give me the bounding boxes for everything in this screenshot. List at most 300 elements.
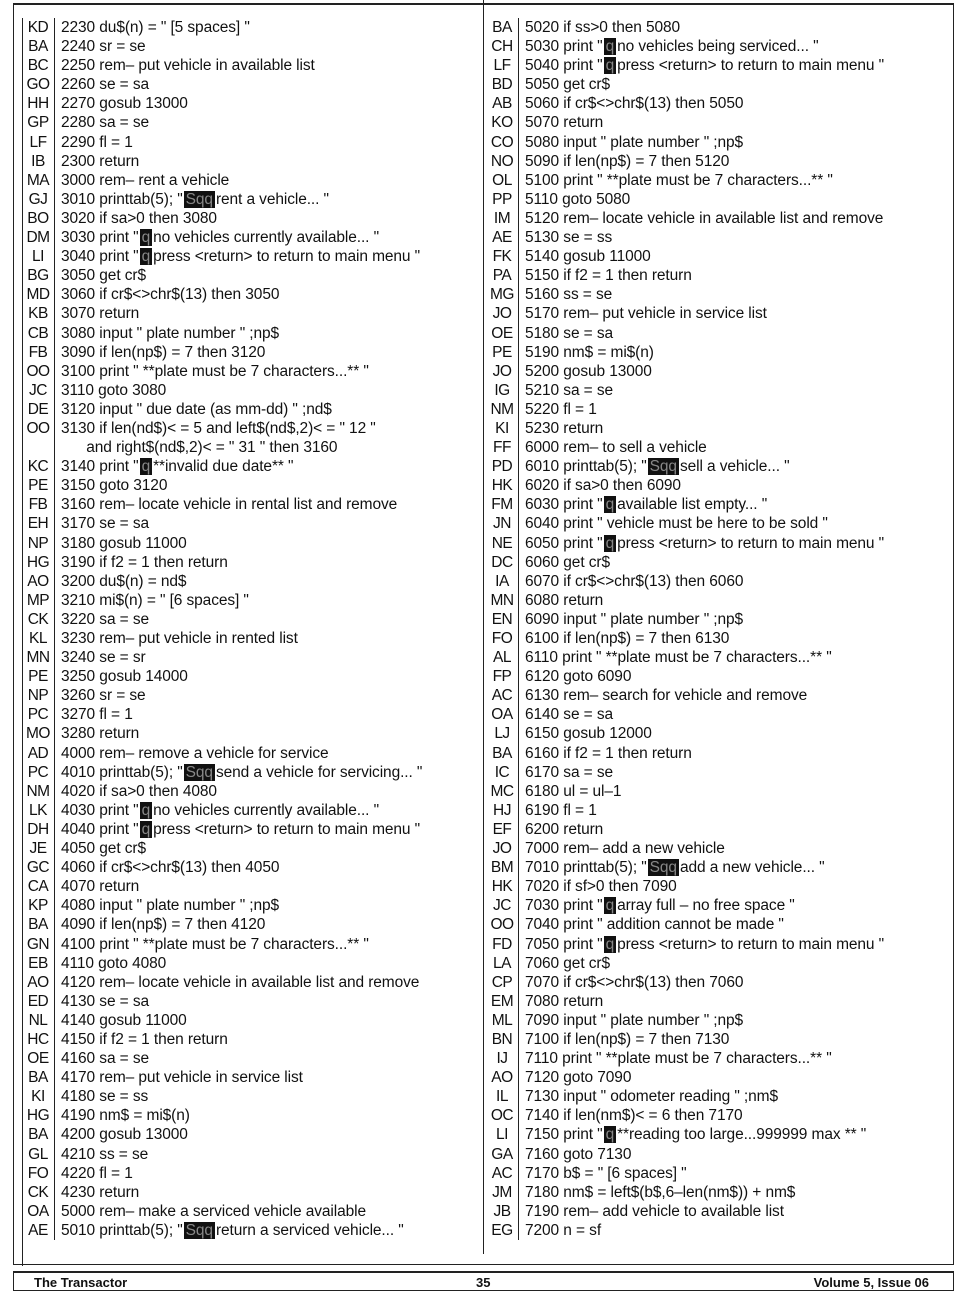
checksum: JO (492, 840, 512, 858)
code-line (22, 133, 480, 152)
code-line (22, 457, 480, 476)
code-segment: 3040 print " (61, 248, 139, 266)
code-line (486, 1145, 952, 1164)
code-text (525, 1030, 729, 1049)
code-text (61, 133, 133, 152)
code-segment: 4120 rem– locate vehicle in available list and remove (61, 973, 420, 991)
checksum: DM (26, 229, 50, 247)
code-line (22, 591, 480, 610)
checksum-divider (54, 1087, 55, 1106)
code-line (486, 610, 952, 629)
checksum: NM (26, 782, 50, 800)
code-text (61, 37, 146, 56)
code-text (525, 37, 819, 56)
code-segment: 5020 if ss>0 then 5080 (525, 19, 681, 36)
code-segment: press <return> to return to main menu " (153, 820, 421, 838)
code-segment: 6090 input " plate number " ;np$ (525, 610, 744, 628)
code-line (22, 667, 480, 686)
checksum-divider (54, 1030, 55, 1049)
code-segment: 7170 b$ = " [6 spaces] " (525, 1164, 687, 1182)
code-segment: 6130 rem– search for vehicle and remove (525, 687, 808, 705)
reverse-video-control-chars: Sqq (649, 458, 677, 476)
code-line (486, 1164, 952, 1183)
checksum: NE (491, 534, 513, 552)
code-text (525, 400, 597, 419)
code-line (486, 1049, 952, 1068)
code-text (61, 1011, 187, 1030)
code-segment: 4060 if cr$<>chr$(13) then 4050 (61, 859, 280, 877)
code-segment: 3050 get cr$ (61, 267, 146, 285)
code-segment: press <return> to return to main menu " (153, 248, 421, 266)
checksum: BA (28, 1069, 48, 1087)
checksum-divider (518, 667, 519, 686)
checksum-divider (54, 877, 55, 896)
code-segment: 6150 gosub 12000 (525, 725, 652, 743)
checksum: AE (28, 1221, 48, 1239)
code-line (22, 1164, 480, 1183)
code-line (22, 18, 480, 37)
code-text (525, 954, 610, 973)
code-line (22, 1202, 480, 1221)
code-line (486, 18, 952, 37)
checksum: IL (496, 1088, 508, 1106)
checksum-divider (54, 476, 55, 495)
checksum: CK (27, 610, 49, 628)
code-text (61, 954, 166, 973)
code-line (22, 954, 480, 973)
checksum: MD (26, 286, 50, 304)
checksum-divider (518, 381, 519, 400)
code-segment: 7130 input " odometer reading " ;nm$ (525, 1088, 778, 1106)
listing-column-right (486, 18, 952, 1240)
checksum-divider (518, 763, 519, 782)
checksum: GP (27, 114, 49, 132)
code-line (486, 763, 952, 782)
code-line (486, 1030, 952, 1049)
checksum-divider (518, 839, 519, 858)
checksum: AO (27, 973, 49, 991)
code-text (61, 1087, 148, 1106)
code-segment: 6080 return (525, 591, 604, 609)
code-line (22, 266, 480, 285)
code-text (525, 304, 767, 323)
code-text (61, 419, 376, 438)
code-text (525, 801, 597, 820)
checksum-divider (54, 648, 55, 667)
code-segment: 4100 print " **plate must be 7 characters...** " (61, 935, 369, 953)
checksum: PE (28, 668, 48, 686)
code-line (486, 514, 952, 533)
checksum-divider (518, 285, 519, 304)
checksum: BA (28, 1126, 48, 1144)
checksum: OO (490, 916, 514, 934)
code-segment: 5200 gosub 13000 (525, 362, 652, 380)
code-text (525, 744, 692, 763)
code-line (486, 37, 952, 56)
code-line (486, 171, 952, 190)
code-text (525, 534, 884, 553)
checksum: PC (27, 706, 49, 724)
code-text (525, 18, 680, 37)
checksum: IB (31, 152, 45, 170)
code-line (486, 476, 952, 495)
checksum: EB (28, 954, 48, 972)
code-segment: 4220 fl = 1 (61, 1164, 133, 1182)
checksum: NP (27, 687, 49, 705)
code-segment: sell a vehicle... " (679, 458, 790, 476)
checksum: KC (27, 458, 49, 476)
code-segment: 4190 nm$ = mi$(n) (61, 1107, 190, 1125)
code-text (525, 973, 743, 992)
checksum-divider (54, 419, 55, 438)
checksum-divider (54, 209, 55, 228)
code-segment: 6170 sa = se (525, 763, 613, 781)
code-line (22, 209, 480, 228)
code-segment: 5040 print " (525, 57, 603, 75)
code-line (22, 724, 480, 743)
checksum: NM (490, 400, 514, 418)
checksum-divider (54, 362, 55, 381)
checksum-divider (518, 591, 519, 610)
code-segment: 3020 if sa>0 then 3080 (61, 209, 217, 227)
checksum-divider (518, 877, 519, 896)
code-line (486, 629, 952, 648)
code-line (486, 343, 952, 362)
code-segment: 3080 input " plate number " ;np$ (61, 324, 280, 342)
checksum-divider (518, 1087, 519, 1106)
reverse-video-control-chars: Sqq (649, 859, 677, 877)
code-text (61, 648, 146, 667)
checksum-divider (518, 1183, 519, 1202)
code-segment: 2230 du$(n) = " [5 spaces] " (61, 19, 250, 36)
checksum-divider (518, 171, 519, 190)
checksum-divider (54, 1145, 55, 1164)
code-segment: 5230 return (525, 419, 604, 437)
checksum: BA (492, 19, 512, 36)
code-line (22, 75, 480, 94)
code-text (525, 591, 603, 610)
code-segment: 6050 print " (525, 534, 603, 552)
code-line (22, 419, 480, 438)
checksum-divider (54, 18, 55, 37)
reverse-video-control-chars: q (141, 820, 151, 838)
checksum: NP (27, 534, 49, 552)
code-segment: 3280 return (61, 725, 140, 743)
code-text (525, 782, 621, 801)
code-segment: 5180 se = sa (525, 324, 613, 342)
code-text (61, 686, 146, 705)
code-segment: 5060 if cr$<>chr$(13) then 5050 (525, 95, 744, 113)
checksum: JC (493, 897, 511, 915)
code-text (61, 514, 149, 533)
code-segment: 3000 rem– rent a vehicle (61, 171, 230, 189)
code-text (61, 1068, 303, 1087)
code-text (525, 457, 790, 476)
code-segment: 3070 return (61, 305, 140, 323)
code-line (22, 113, 480, 132)
code-line (486, 113, 952, 132)
code-segment: 2260 se = sa (61, 76, 149, 94)
code-segment: 3190 if f2 = 1 then return (61, 553, 228, 571)
code-text (525, 763, 613, 782)
checksum-divider (518, 190, 519, 209)
code-segment: 3270 fl = 1 (61, 706, 133, 724)
checksum: KI (495, 419, 509, 437)
code-line (486, 801, 952, 820)
code-text (525, 94, 743, 113)
code-segment: 5050 get cr$ (525, 76, 610, 94)
checksum-divider (54, 400, 55, 419)
checksum-divider (518, 1221, 519, 1240)
code-line (486, 648, 952, 667)
code-line (486, 419, 952, 438)
checksum-divider (54, 591, 55, 610)
checksum-divider (54, 858, 55, 877)
checksum: FP (492, 668, 512, 686)
code-text (525, 1106, 743, 1125)
code-segment: 5090 if len(np$) = 7 then 5120 (525, 152, 730, 170)
code-line (22, 228, 480, 247)
checksum-divider (518, 209, 519, 228)
checksum-divider (54, 973, 55, 992)
reverse-video-control-chars: q (605, 897, 615, 915)
checksum: FF (493, 439, 511, 457)
code-text (525, 629, 729, 648)
code-line (486, 724, 952, 743)
code-text (61, 820, 420, 839)
checksum-divider (518, 782, 519, 801)
checksum: LF (29, 133, 47, 151)
checksum: KI (31, 1088, 45, 1106)
code-line (486, 1202, 952, 1221)
checksum-divider (54, 705, 55, 724)
checksum-divider (518, 1106, 519, 1125)
checksum: HG (26, 553, 50, 571)
code-segment: 6190 fl = 1 (525, 801, 597, 819)
code-text (61, 1125, 188, 1144)
checksum-divider (54, 228, 55, 247)
checksum-divider (54, 801, 55, 820)
checksum-divider (54, 724, 55, 743)
code-text (61, 228, 379, 247)
code-segment: 7060 get cr$ (525, 954, 610, 972)
checksum: HH (27, 95, 49, 113)
code-segment: array full – no free space " (617, 897, 795, 915)
reverse-video-control-chars: q (141, 458, 151, 476)
code-text (61, 1049, 149, 1068)
code-line (22, 839, 480, 858)
code-line (22, 1049, 480, 1068)
checksum: GO (26, 76, 50, 94)
code-line (22, 801, 480, 820)
code-line (22, 992, 480, 1011)
checksum: AC (491, 1164, 513, 1182)
checksum-divider (518, 1125, 519, 1144)
code-segment: 7030 print " (525, 897, 603, 915)
checksum: HK (491, 878, 513, 896)
checksum: AC (491, 687, 513, 705)
checksum: LK (29, 801, 47, 819)
checksum: MO (26, 725, 50, 743)
code-text (525, 686, 807, 705)
checksum: LI (32, 248, 44, 266)
checksum-divider (54, 992, 55, 1011)
checksum: LF (493, 57, 511, 75)
checksum-divider (54, 304, 55, 323)
code-segment: 7110 print " **plate must be 7 characters...** " (525, 1050, 832, 1068)
code-text (525, 705, 613, 724)
code-segment: 6140 se = sa (525, 706, 613, 724)
checksum: OA (27, 1202, 49, 1220)
checksum: PD (491, 458, 513, 476)
checksum-divider (54, 56, 55, 75)
checksum-divider (518, 992, 519, 1011)
code-text (61, 400, 332, 419)
code-segment: 5100 print " **plate must be 7 characters...** " (525, 171, 833, 189)
code-segment: 3010 printtab(5); " (61, 190, 183, 208)
code-segment: 7040 print " addition cannot be made " (525, 916, 784, 934)
checksum: NL (28, 1011, 48, 1029)
checksum-divider (518, 610, 519, 629)
code-segment: 7160 goto 7130 (525, 1145, 632, 1163)
checksum-divider (54, 94, 55, 113)
code-line (22, 495, 480, 514)
code-text (525, 247, 651, 266)
code-segment: 3120 input " due date (as mm-dd) " ;nd$ (61, 400, 332, 418)
code-text (61, 935, 369, 954)
code-segment: 3130 if len(nd$)< = 5 and left$(nd$,2)< = " 12 " (61, 419, 376, 437)
checksum-divider (54, 839, 55, 858)
code-segment: add a new vehicle... " (679, 859, 825, 877)
code-text (61, 381, 166, 400)
checksum-divider (54, 343, 55, 362)
checksum: LI (496, 1126, 508, 1144)
code-text (61, 801, 379, 820)
checksum-divider (518, 973, 519, 992)
code-text (525, 381, 613, 400)
checksum: PE (492, 343, 512, 361)
code-segment: 5210 sa = se (525, 381, 613, 399)
code-line (486, 438, 952, 457)
code-segment: 4150 if f2 = 1 then return (61, 1030, 228, 1048)
checksum: MG (490, 286, 514, 304)
checksum-divider (54, 75, 55, 94)
checksum: OL (492, 171, 512, 189)
code-segment: 5010 printtab(5); " (61, 1221, 183, 1239)
checksum-divider (54, 1202, 55, 1221)
checksum: CA (27, 878, 49, 896)
checksum-divider (54, 572, 55, 591)
code-line (22, 343, 480, 362)
reverse-video-control-chars: q (605, 38, 615, 56)
code-text (61, 18, 250, 37)
code-text (525, 610, 743, 629)
code-segment: 6020 if sa>0 then 6090 (525, 477, 681, 495)
checksum-divider (518, 362, 519, 381)
code-line (22, 572, 480, 591)
code-segment: 4160 sa = se (61, 1050, 149, 1068)
checksum-divider (518, 915, 519, 934)
checksum-divider (54, 744, 55, 763)
code-line (486, 667, 952, 686)
code-line (22, 877, 480, 896)
code-line (486, 400, 952, 419)
checksum-divider (54, 896, 55, 915)
code-text (61, 992, 149, 1011)
code-segment: 6100 if len(np$) = 7 then 6130 (525, 630, 730, 647)
code-line (22, 171, 480, 190)
code-text (61, 610, 149, 629)
checksum: ED (27, 992, 49, 1010)
code-text (525, 1125, 866, 1144)
code-line (22, 1145, 480, 1164)
code-line (486, 1221, 952, 1240)
checksum-divider (54, 1106, 55, 1125)
reverse-video-control-chars: q (141, 248, 151, 266)
code-text (525, 495, 767, 514)
checksum: HG (26, 1107, 50, 1125)
code-line (22, 400, 480, 419)
checksum: EN (491, 610, 513, 628)
code-line (22, 1030, 480, 1049)
code-line (22, 705, 480, 724)
listing-column-left (22, 18, 480, 1240)
checksum: MA (26, 171, 50, 189)
checksum-divider (54, 553, 55, 572)
code-text (61, 1221, 404, 1240)
checksum: EH (27, 515, 49, 533)
code-segment: 7090 input " plate number " ;np$ (525, 1011, 744, 1029)
code-line (486, 75, 952, 94)
code-line (486, 1106, 952, 1125)
code-text (525, 133, 743, 152)
checksum: BD (491, 76, 513, 94)
code-text (61, 1030, 228, 1049)
code-line (486, 973, 952, 992)
checksum-divider (54, 171, 55, 190)
checksum: GL (28, 1145, 48, 1163)
code-line (22, 1068, 480, 1087)
code-segment: 3220 sa = se (61, 610, 149, 628)
code-segment: 4180 se = ss (61, 1088, 149, 1106)
magazine-title: The Transactor (34, 1275, 128, 1290)
code-segment: 7190 rem– add vehicle to available list (525, 1202, 784, 1220)
code-line (22, 553, 480, 572)
checksum-divider (518, 553, 519, 572)
code-text (525, 935, 884, 954)
code-text (525, 1011, 743, 1030)
code-segment: 2280 sa = se (61, 114, 149, 132)
code-text (61, 495, 397, 514)
checksum: KD (27, 19, 49, 36)
code-text (525, 667, 631, 686)
checksum-divider (518, 1068, 519, 1087)
code-text (61, 534, 187, 553)
code-segment: 6010 printtab(5); " (525, 458, 647, 476)
checksum: KL (29, 630, 47, 647)
checksum-divider (518, 820, 519, 839)
code-text (525, 915, 784, 934)
code-line (486, 1125, 952, 1144)
reverse-video-control-chars: Sqq (185, 1221, 213, 1239)
code-segment: 6000 rem– to sell a vehicle (525, 439, 707, 457)
code-text (525, 514, 828, 533)
code-line (22, 94, 480, 113)
code-segment: rent a vehicle... " (215, 190, 329, 208)
checksum-divider (54, 954, 55, 973)
code-line (22, 1125, 480, 1144)
checksum: IG (494, 381, 510, 399)
